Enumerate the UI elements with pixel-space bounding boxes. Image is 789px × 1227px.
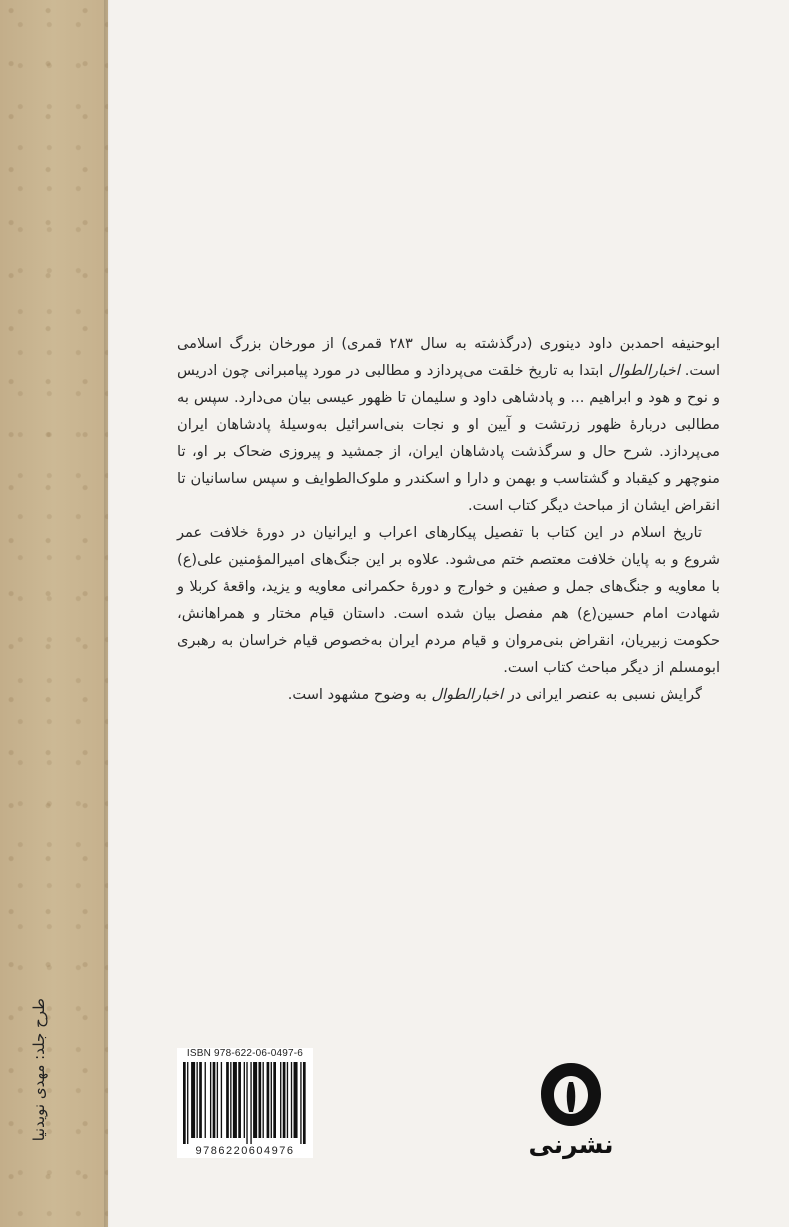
barcode-bars (183, 1062, 307, 1144)
barcode-bar (280, 1062, 281, 1138)
barcode-bar (183, 1062, 186, 1144)
barcode-bar (221, 1062, 222, 1138)
barcode-bar (196, 1062, 197, 1138)
barcode-bar (213, 1062, 216, 1138)
description-paragraph-2: تاریخ اسلام در این کتاب با تفصیل پیکارهای اعراب و ایرانیان در دورۀ خلافت عمر شروع و به پایان خلافت معتصم ختم می‌شود. علاوه بر این جنگ‌های امیرالمؤمنین علی(ع) با معاویه و جنگ‌های جمل و صفین و خوارج و دورۀ حکمرانی معاویه و یزید، واقعۀ کربلا و شهادت امام حسین(ع) هم مفصل بیان شده است. داستان قیام مختار و همراهانش، حکومت زبیریان، انقراض بنی‌مروان و قیام مردم ایران به‌خصوص قیام خراسان به رهبری ابومسلم از دیگر مباحث کتاب است. (177, 524, 720, 676)
book-description (177, 330, 720, 708)
barcode-bar (283, 1062, 286, 1138)
barcode-number: 9786220604976 (195, 1145, 295, 1157)
barcode-bar (250, 1062, 251, 1144)
barcode-bar (294, 1062, 298, 1138)
publisher-name: نشرنی (528, 1130, 614, 1159)
barcode-bar (287, 1062, 288, 1138)
reed-drop-logo-icon (533, 1060, 609, 1132)
barcode-bar (238, 1062, 241, 1138)
spine-edge-shadow (104, 0, 110, 1227)
barcode-bar (246, 1062, 247, 1144)
barcode-bar (258, 1062, 261, 1138)
barcode-block (177, 1048, 313, 1158)
barcode-bar (303, 1062, 306, 1144)
barcode-bar (244, 1062, 245, 1138)
barcode-bar (217, 1062, 218, 1138)
barcode-bar (230, 1062, 231, 1138)
barcode-bar (300, 1062, 301, 1144)
barcode-bar (273, 1062, 276, 1138)
barcode-bar (210, 1062, 211, 1138)
book-title-italic: اخبارالطوال (608, 362, 680, 379)
book-title-italic: اخبارالطوال (431, 686, 504, 703)
isbn-label: ISBN 978-622-06-0497-6 (186, 1048, 304, 1059)
cover-designer-signature: طرح جلد: مهدی نویدنیا (30, 998, 48, 1142)
barcode-bar (205, 1062, 206, 1138)
barcode-bar (187, 1062, 188, 1144)
description-paragraph-3: گرایش نسبی به عنصر ایرانی در اخبارالطوال به وضوح مشهود است. (287, 686, 702, 703)
barcode-bar (263, 1062, 264, 1138)
barcode-bar (199, 1062, 202, 1138)
barcode-bar (233, 1062, 237, 1138)
barcode-bar (271, 1062, 272, 1138)
barcode-bar (226, 1062, 229, 1138)
description-paragraph-1: ابوحنیفه احمدبن داود دینوری (درگذشته به سال ۲۸۳ قمری) از مورخان بزرگ اسلامی است. اخبارالطوال ابتدا به تاریخ خلقت می‌پردازد و مطالبی در مورد پیامبرانی چون ادریس و نوح و هود و ابراهیم ... و پادشاهی داود و سلیمان تا ظهور عیسی بیان می‌دارد. سپس به مطالبی دربارۀ ظهور زرتشت و آیین او و نجات بنی‌اسرائیل به‌وسیلۀ پادشاهان ایران می‌پردازد. شرح حال و سرگذشت پادشاهان ایران، از جمشید و پیروزی ضحاک بر او، تا منوچهر و کیقباد و گشتاسب و بهمن و دارا و اسکندر و ملوک‌الطوایف و سپس ساسانیان تا انقراض ایشان از مباحث دیگر کتاب است. (177, 335, 721, 514)
barcode-bar (291, 1062, 292, 1138)
barcode-bar (191, 1062, 195, 1138)
barcode-bar (267, 1062, 270, 1138)
barcode-bar (253, 1062, 257, 1138)
